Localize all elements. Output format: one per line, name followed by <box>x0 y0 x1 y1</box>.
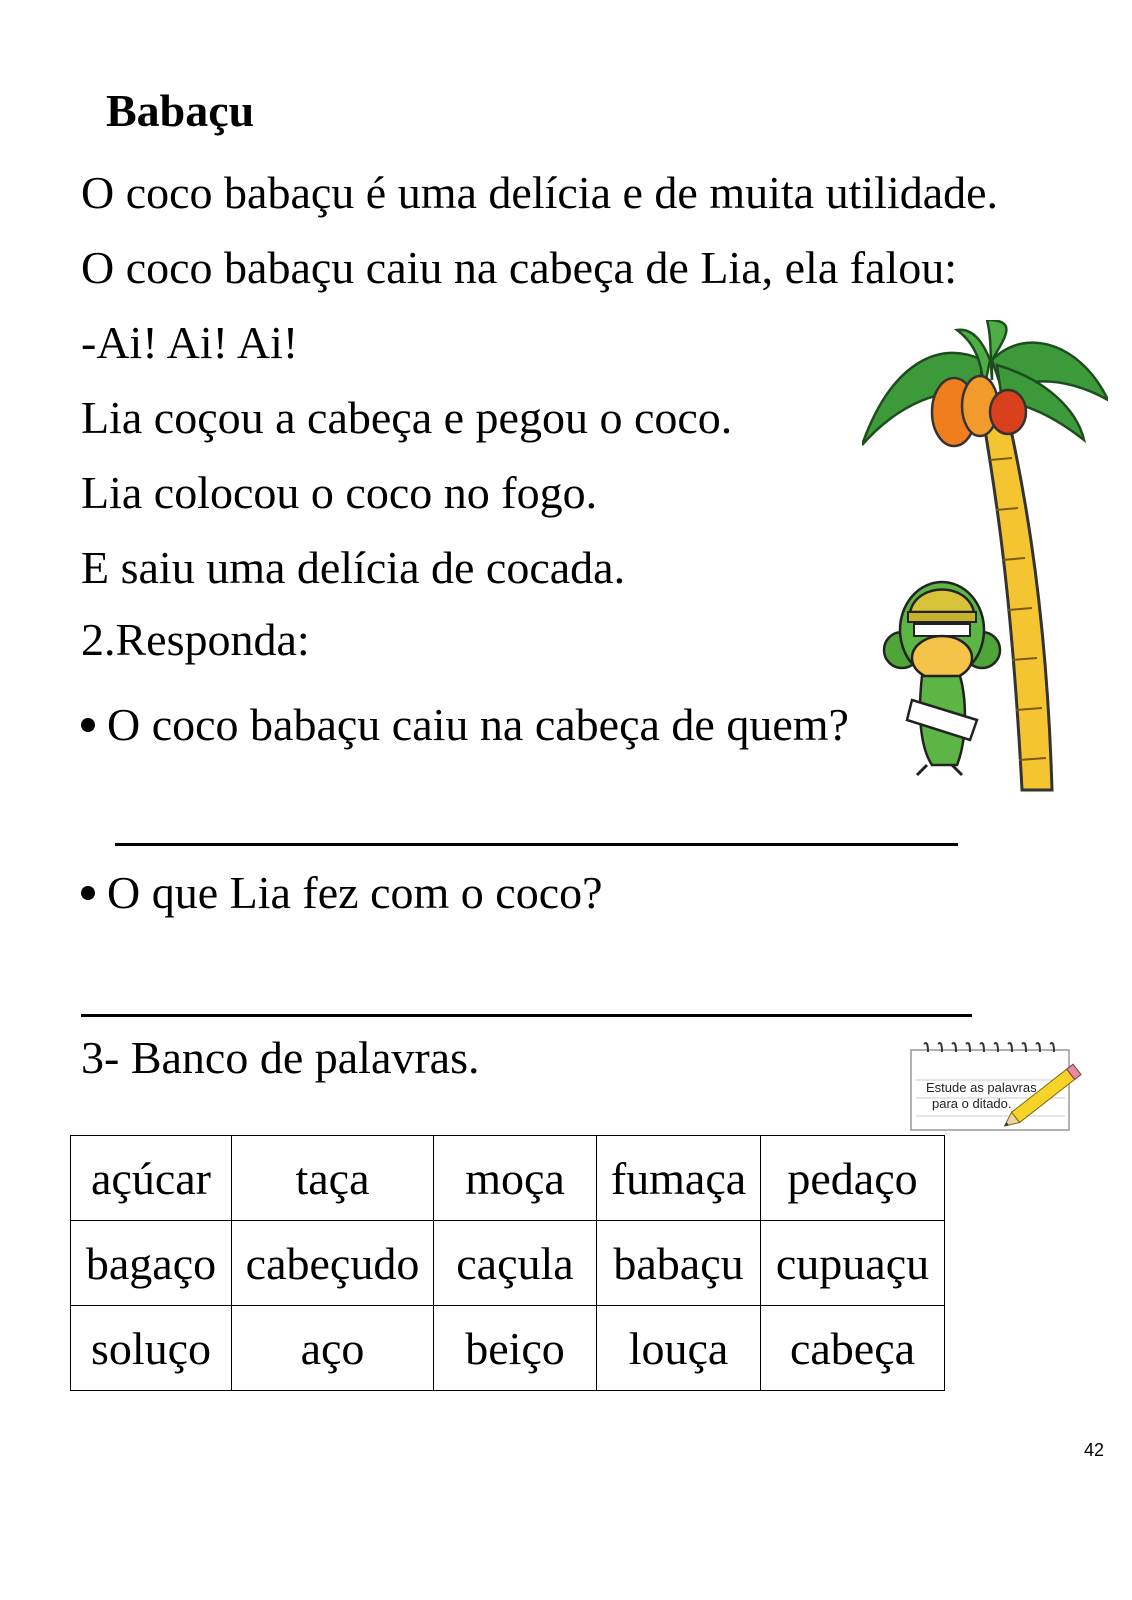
question-2 <box>81 865 603 920</box>
word-cell: beiço <box>434 1306 597 1391</box>
exercise-3-heading: 3- Banco de palavras. <box>81 1032 480 1083</box>
word-cell: moça <box>434 1136 597 1221</box>
question-1 <box>81 697 849 752</box>
word-cell: babaçu <box>597 1221 761 1306</box>
word-cell: soluço <box>71 1306 232 1391</box>
bullet-icon <box>81 886 95 900</box>
answer-line-1[interactable] <box>115 843 958 846</box>
table-row <box>71 1306 945 1391</box>
text-line-2: O coco babaçu caiu na cabeça de Lia, ela falou: <box>81 242 958 293</box>
note-line-2: para o ditado. <box>932 1096 1012 1111</box>
bullet-icon <box>81 718 95 732</box>
table-row <box>71 1221 945 1306</box>
note-text <box>926 1080 1037 1112</box>
question-2-text: O que Lia fez com o coco? <box>107 867 603 918</box>
page-title: Babaçu <box>106 85 255 136</box>
word-cell: açúcar <box>71 1136 232 1221</box>
word-cell: caçula <box>434 1221 597 1306</box>
table-row <box>71 1136 945 1221</box>
text-line-1: O coco babaçu é uma delícia e de muita utilidade. <box>81 167 999 218</box>
text-line-5: Lia colocou o coco no fogo. <box>81 467 598 518</box>
exercise-2-heading: 2.Responda: <box>81 614 310 665</box>
text-line-4: Lia coçou a cabeça e pegou o coco. <box>81 392 733 443</box>
word-cell: bagaço <box>71 1221 232 1306</box>
word-cell: pedaço <box>761 1136 945 1221</box>
answer-line-2[interactable] <box>81 1014 972 1017</box>
word-cell: taça <box>232 1136 434 1221</box>
text-line-3: -Ai! Ai! Ai! <box>81 317 299 368</box>
word-cell: louça <box>597 1306 761 1391</box>
word-bank-table <box>70 1135 945 1391</box>
question-1-text: O coco babaçu caiu na cabeça de quem? <box>107 699 849 750</box>
note-line-1: Estude as palavras <box>926 1080 1037 1095</box>
monkey-palm-tree-icon <box>862 320 1108 805</box>
word-cell: cupuaçu <box>761 1221 945 1306</box>
word-cell: cabeça <box>761 1306 945 1391</box>
word-cell: aço <box>232 1306 434 1391</box>
word-cell: fumaça <box>597 1136 761 1221</box>
word-cell: cabeçudo <box>232 1221 434 1306</box>
page-number: 42 <box>1083 1440 1104 1460</box>
text-line-6: E saiu uma delícia de cocada. <box>81 542 626 593</box>
